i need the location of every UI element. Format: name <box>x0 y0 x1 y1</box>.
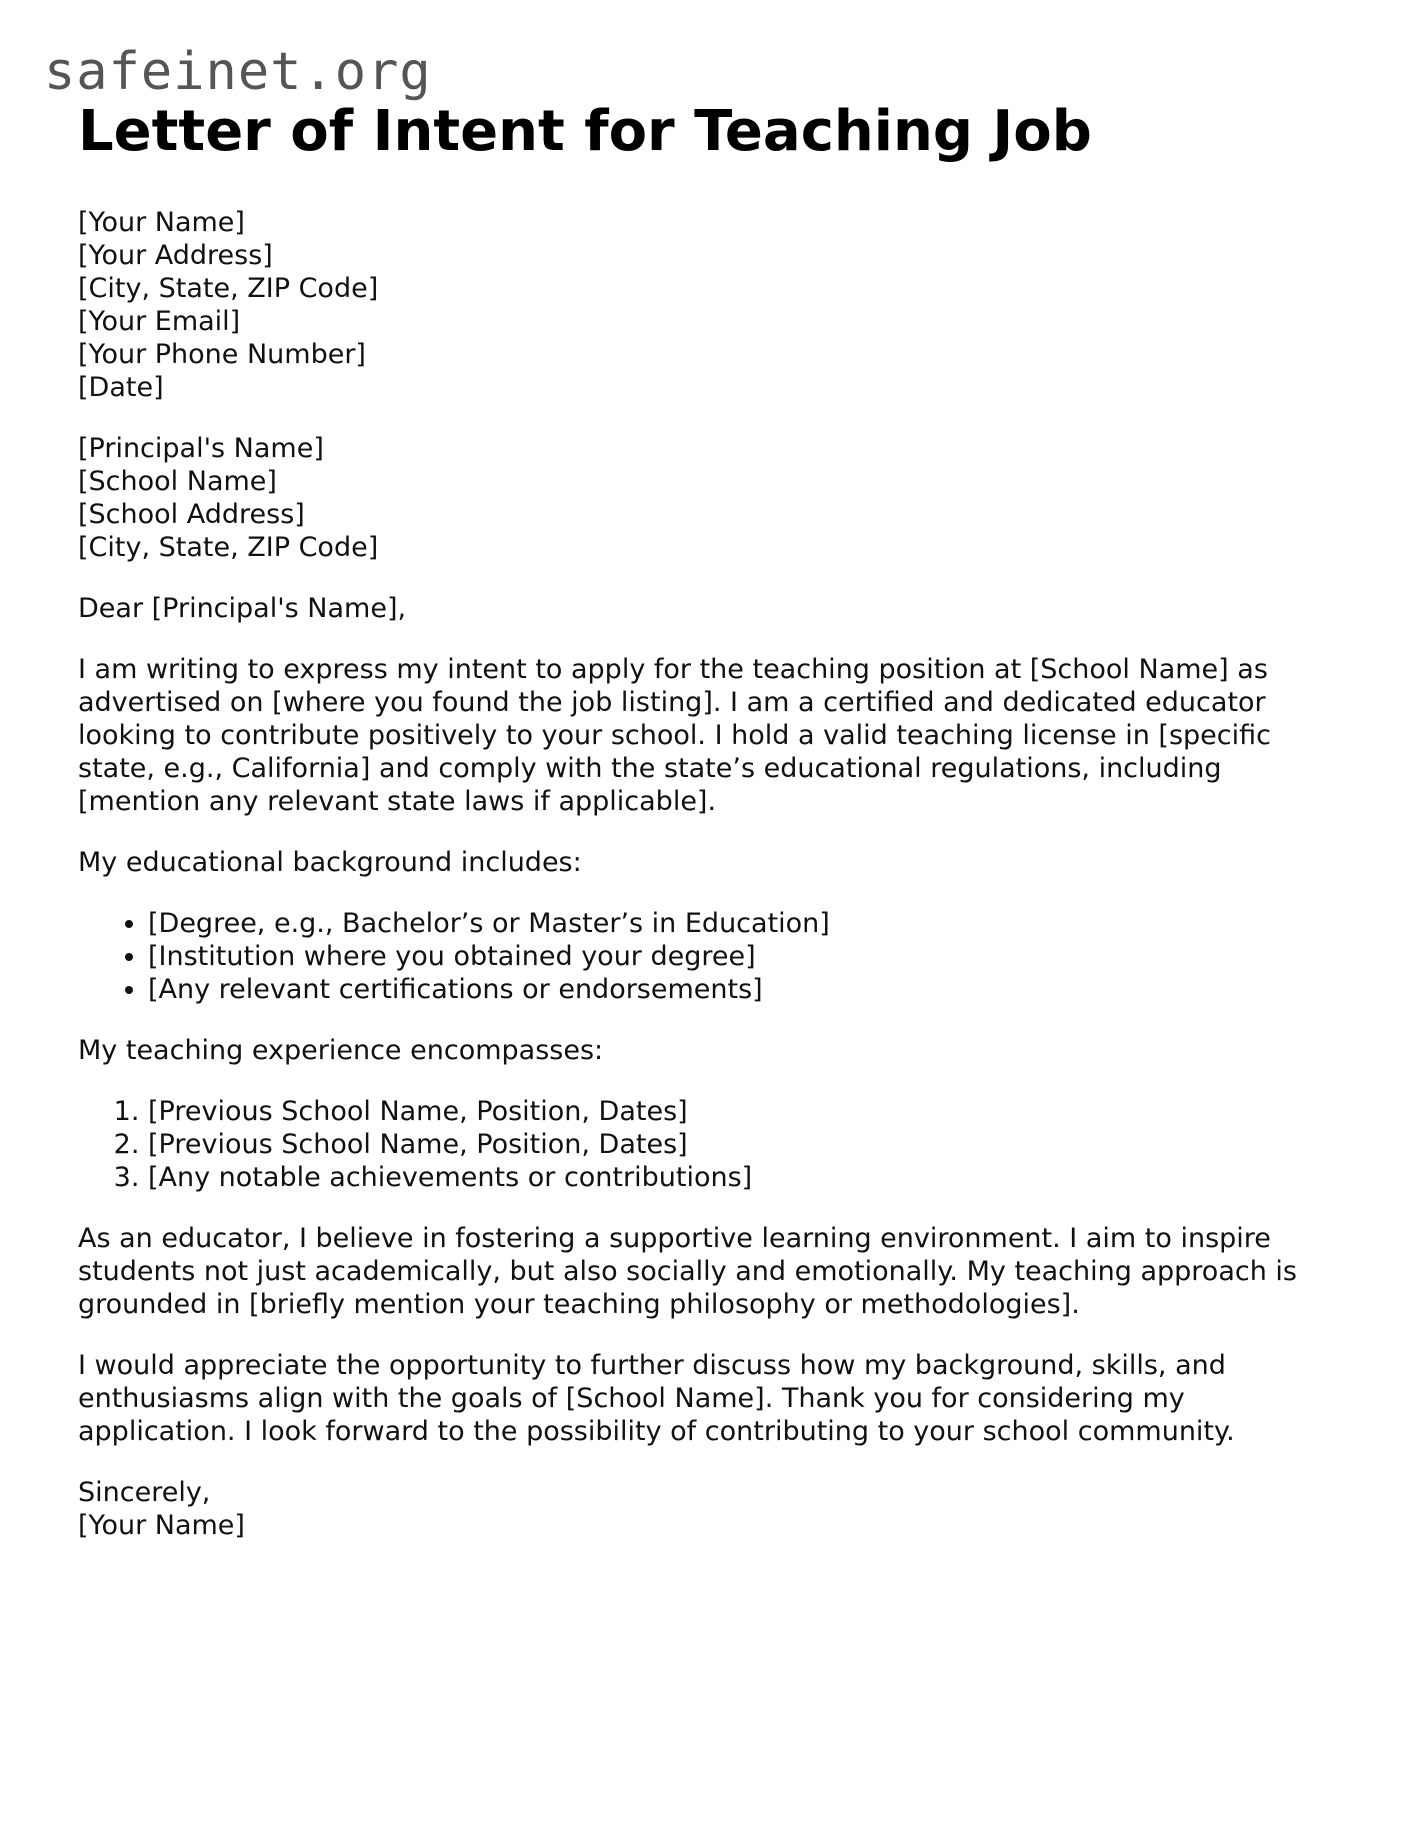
sender-line: [Your Address] <box>78 240 273 271</box>
recipient-address-block <box>78 432 1338 564</box>
sender-line: [Date] <box>78 372 164 403</box>
education-heading: My educational background includes: <box>78 847 582 878</box>
experience-list <box>78 1095 1338 1194</box>
list-item: • [Degree, e.g., Bachelor’s or Master’s in Education] <box>148 907 1338 940</box>
sender-line: [Your Name] <box>78 207 245 238</box>
list-item: • [Any relevant certifications or endorsements] <box>148 973 1338 1006</box>
salutation: Dear [Principal's Name], <box>78 593 407 624</box>
list-item: 1. [Previous School Name, Position, Dates] <box>148 1095 1338 1128</box>
experience-heading: My teaching experience encompasses: <box>78 1035 604 1066</box>
recipient-line: [School Name] <box>78 466 277 497</box>
signature-name: [Your Name] <box>78 1510 245 1541</box>
closing-word: Sincerely, <box>78 1477 211 1508</box>
list-item: 3. [Any notable achievements or contributions] <box>148 1161 1338 1194</box>
signoff-block <box>78 1476 1338 1542</box>
intro-paragraph: I am writing to express my intent to apply for the teaching position at [School Name] as advertised on [where you found the job listing]. I am a certified and dedicated educator looking to contribute positively to your school. I hold a valid teaching license in [specific state, e.g., California] and comply with the state’s educational regulations, including [mention any relevant state laws if applicable]. <box>78 654 1271 817</box>
list-item: • [Institution where you obtained your degree] <box>148 940 1338 973</box>
recipient-line: [City, State, ZIP Code] <box>78 532 379 563</box>
education-list <box>78 907 1338 1006</box>
watermark-text: safeinet.org <box>44 42 432 102</box>
closing-paragraph: I would appreciate the opportunity to further discuss how my background, skills, and enthusiasms align with the goals of [School Name]. Thank you for considering my application. I look forward to the possibility of contributing to your school community. <box>78 1350 1235 1447</box>
sender-line: [Your Phone Number] <box>78 339 366 370</box>
recipient-line: [School Address] <box>78 499 305 530</box>
letter-document <box>78 96 1338 1570</box>
list-item: 2. [Previous School Name, Position, Dates] <box>148 1128 1338 1161</box>
page-title: Letter of Intent for Teaching Job <box>78 99 1092 164</box>
sender-line: [Your Email] <box>78 306 241 337</box>
philosophy-paragraph: As an educator, I believe in fostering a supportive learning environment. I aim to inspire students not just academically, but also socially and emotionally. My teaching approach is grounded in [briefly mention your teaching philosophy or methodologies]. <box>78 1223 1297 1320</box>
sender-line: [City, State, ZIP Code] <box>78 273 379 304</box>
sender-address-block <box>78 206 1338 404</box>
recipient-line: [Principal's Name] <box>78 433 324 464</box>
